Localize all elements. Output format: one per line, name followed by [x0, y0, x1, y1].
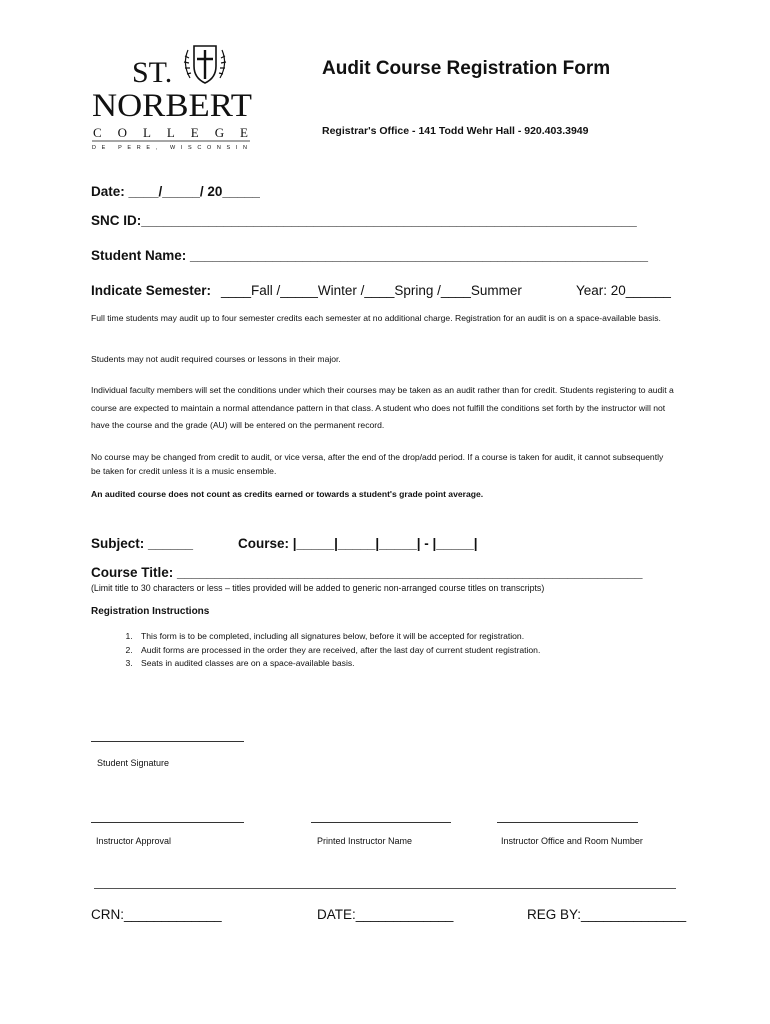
- logo-norbert: NORBERT: [92, 88, 252, 124]
- paragraph-faculty-conditions: Individual faculty members will set the conditions under which their courses may be taken as an audit rather than for credit. Students registering to audit a course are expected to maintain a normal attendance pattern in that class. A student who does not fulfill the conditions set forth by the instructor will not have the course and the grade (AU) will be entered on the permanent record.: [91, 385, 674, 430]
- list-item: 2. Audit forms are processed in the order they are received, after the last day of current student registration.: [135, 644, 691, 658]
- reg-date-field[interactable]: DATE:_____________: [317, 907, 454, 922]
- course-title-field[interactable]: Course Title: ______________________________________________________________: [91, 565, 643, 580]
- registrar-office: Registrar's Office - 141 Todd Wehr Hall - 920.403.3949: [322, 125, 589, 137]
- paragraph-no-change: No course may be changed from credit to audit, or vice versa, after the end of the drop/add period. If a course is taken for audit, it cannot subsequently be taken for credit unless it is a music ensemble.: [91, 452, 664, 476]
- instructions-list: [91, 630, 691, 671]
- office-room-label: Instructor Office and Room Number: [501, 836, 643, 846]
- student-signature-label: Student Signature: [97, 758, 170, 768]
- semester-options[interactable]: ____Fall /_____Winter /____Spring /____Summer: [221, 283, 522, 298]
- date-field[interactable]: Date: ____/_____/ 20_____: [91, 184, 260, 199]
- paragraph-full-time: Full time students may audit up to four semester credits each semester at no additional charge. Registration for an audit is on a space-available basis.: [91, 313, 661, 323]
- college-logo: [90, 42, 255, 152]
- crn-field[interactable]: CRN:_____________: [91, 907, 222, 922]
- printed-name-line[interactable]: [311, 822, 451, 823]
- reg-by-field[interactable]: REG BY:______________: [527, 907, 687, 922]
- office-room-line[interactable]: [497, 822, 638, 823]
- student-signature-line[interactable]: [91, 741, 244, 742]
- student-name-field[interactable]: Student Name: _____________________________________________________________: [91, 248, 649, 263]
- logo-st: ST.: [132, 56, 173, 89]
- instructor-approval-label: Instructor Approval: [96, 836, 172, 846]
- paragraph-gpa-note: An audited course does not count as credits earned or towards a student's grade point average.: [91, 489, 484, 499]
- semester-label: Indicate Semester:: [91, 283, 212, 298]
- subject-field[interactable]: Subject: ______: [91, 536, 194, 551]
- instructions-heading: Registration Instructions: [91, 606, 210, 617]
- logo-college: COLLEGE: [93, 125, 248, 140]
- list-item: 1. This form is to be completed, including all signatures below, before it will be accepted for registration.: [135, 630, 691, 644]
- course-title-note: (Limit title to 30 characters or less – titles provided will be added to generic non-arranged course titles on transcripts): [91, 583, 545, 593]
- course-number-field[interactable]: Course: |_____|_____|_____| - |_____|: [238, 536, 478, 551]
- printed-name-label: Printed Instructor Name: [317, 836, 413, 846]
- paragraph-required-courses: Students may not audit required courses or lessons in their major.: [91, 354, 341, 364]
- form-title: Audit Course Registration Form: [322, 58, 611, 79]
- snc-id-field[interactable]: SNC ID:__________________________________________________________________: [91, 213, 637, 228]
- crest-icon: [184, 46, 226, 83]
- office-use-divider: [94, 888, 676, 889]
- year-field[interactable]: Year: 20______: [576, 283, 671, 298]
- instructor-approval-line[interactable]: [91, 822, 244, 823]
- list-item: 3. Seats in audited classes are on a space-available basis.: [135, 657, 691, 671]
- logo-location: DE PERE, WISCONSIN: [92, 145, 247, 151]
